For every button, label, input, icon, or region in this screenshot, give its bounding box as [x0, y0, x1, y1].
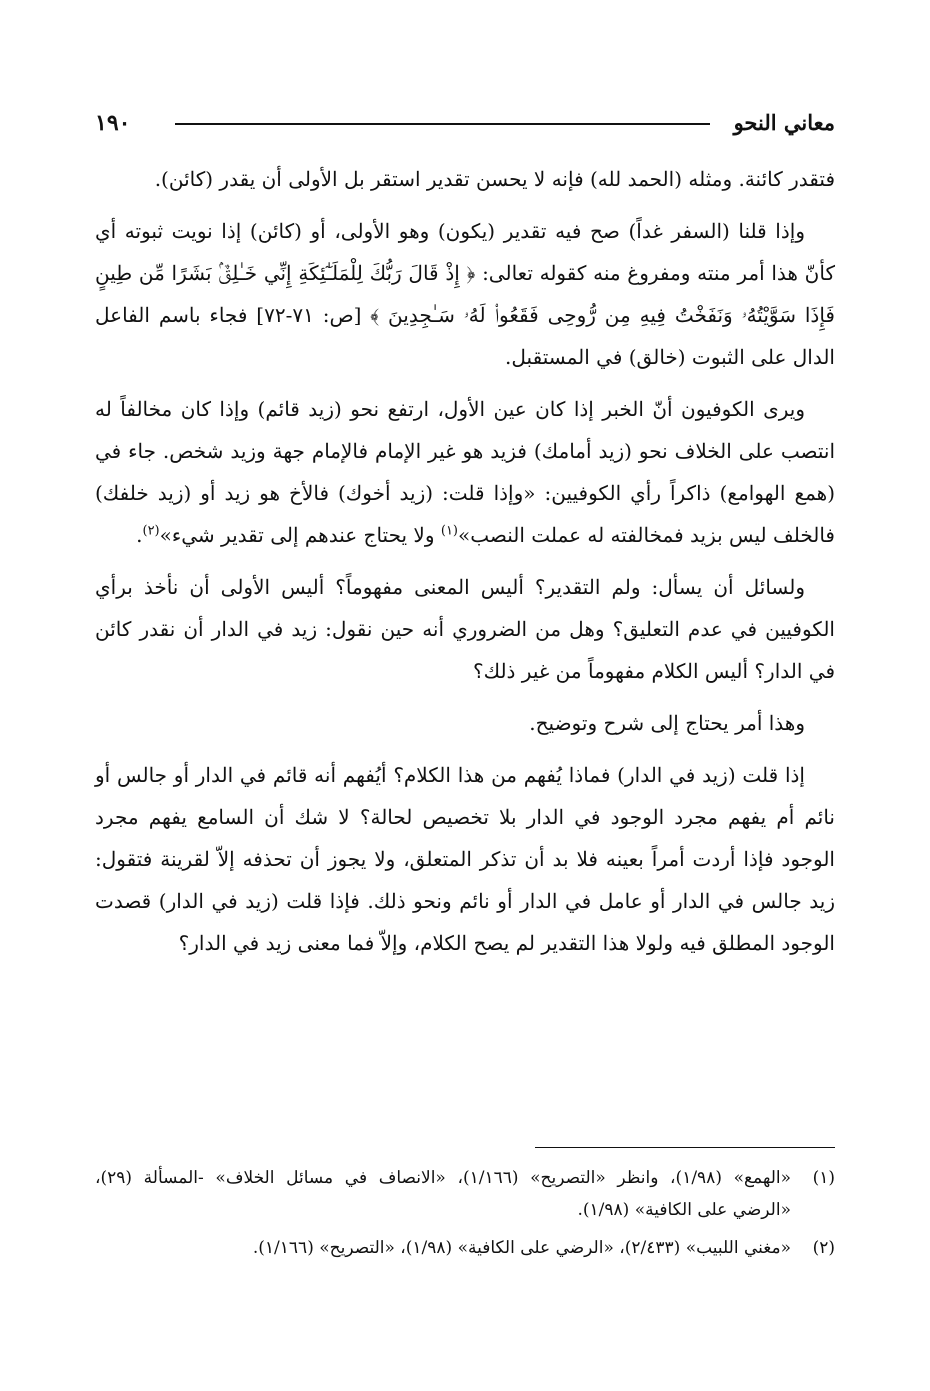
footnote-text: «الهمع» (١/٩٨)، وانظر «التصريح» (١/١٦٦)، «الانصاف في مسائل الخلاف» -المسألة (٢٩)، «الرضي على الكافية» (١/٩٨). [95, 1168, 792, 1220]
footnote-ref-1[interactable]: (١) [440, 523, 458, 539]
footnote-number: (١) [812, 1168, 835, 1188]
paragraph: وإذا قلنا (السفر غداً) صح فيه تقدير (يكون) وهو الأولى، أو (كائن) إذا نويت ثبوته أي كأنّ هذا أمر منته ومفروغ منه كقوله تعالى: ﴿ إِذْ قَالَ رَبُّكَ لِلْمَلَـٰٓئِكَةِ إِنِّي خَـٰلِقٌۢ بَشَرًا مِّن طِينٍ فَإِذَا سَوَّيْتُهُۥ وَنَفَخْتُ فِيهِ مِن رُّوحِى فَقَعُوا۟ لَهُۥ سَـٰجِدِينَ ﴾ [ص: ٧١-٧٢] فجاء باسم الفاعل الدال على الثبوت (خالق) في المستقبل. [95, 219, 835, 369]
footnote [95, 1232, 835, 1264]
footnote [95, 1162, 835, 1226]
paragraph: فتقدر كائنة. ومثله (الحمد لله) فإنه لا يحسن تقدير استقر بل الأولى أن يقدر (كائن). [154, 167, 835, 191]
footnote-ref-2[interactable]: (٢) [142, 523, 160, 539]
running-title: معاني النحو [733, 110, 835, 135]
paragraph: وهذا أمر يحتاج إلى شرح وتوضيح. [529, 711, 805, 735]
paragraph: إذا قلت (زيد في الدار) فماذا يُفهم من هذا الكلام؟ أيُفهم أنه قائم في الدار أو جالس أو نائم أم يفهم مجرد الوجود في الدار بلا تخصيص لحالة؟ لا شك أن السامع يفهم مجرد الوجود فإذا أردت أمراً بعينه فلا بد أن تذكر المتعلق، ولا يجوز أن تحذفه إلاّ لقرينة فتقول: زيد جالس في الدار أو عامل في الدار أو نائم ونحو ذلك. فإذا قلت (زيد في الدار) قصدت الوجود المطلق فيه ولولا هذا التقدير لم يصح الكلام، وإلاّ فما معنى زيد في الدار؟ [95, 763, 835, 955]
header-rule [175, 123, 710, 125]
footnote-separator [535, 1147, 835, 1148]
paragraph: ولسائل أن يسأل: ولم التقدير؟ أليس المعنى مفهوماً؟ أليس الأولى أن نأخذ برأي الكوفيين في عدم التعليق؟ وهل من الضروري أنه حين نقول: زيد في الدار أن نقدر كائن في الدار؟ أليس الكلام مفهوماً من غير ذلك؟ [95, 575, 835, 683]
page-number: ١٩٠ [95, 110, 131, 136]
page-header [95, 105, 835, 141]
paragraph: ويرى الكوفيون أنّ الخبر إذا كان عين الأول، ارتفع نحو (زيد قائم) وإذا كان مخالفاً له انتصب على الخلاف نحو (زيد أمامك) فزيد هو غير الإمام فالإمام جهة وزيد شخص. جاء في (همع الهوامع) ذاكراً رأي الكوفيين: «وإذا قلت: (زيد أخوك) فالأخ هو زيد أو (زيد خلفك) فالخلف ليس بزيد فمخالفته له عملت النصب»$^{(١)}$ ولا يحتاج عندهم إلى تقدير شيء»$^{(٢)}$. [95, 397, 835, 547]
footnote-number: (٢) [812, 1238, 835, 1258]
footnotes [95, 1162, 835, 1270]
footnote-text: «مغني اللبيب» (٢/٤٣٣)، «الرضي على الكافية» (١/٩٨)، «التصريح» (١/١٦٦). [252, 1238, 791, 1258]
paragraph-text: ويرى الكوفيون أنّ الخبر إذا كان عين الأول، ارتفع نحو (زيد قائم) وإذا كان مخالفاً له انتصب على الخلاف نحو (زيد أمامك) فزيد هو غير الإمام فالإمام جهة وزيد شخص. جاء في (همع الهوامع) ذاكراً رأي الكوفيين: «وإذا قلت: (زيد أخوك) فالأخ هو زيد أو (زيد خلفك) فالخلف ليس بزيد فمخالفته له عملت النصب» [95, 397, 835, 547]
main-text [95, 158, 835, 974]
paragraph-text: ولا يحتاج عندهم إلى تقدير شيء» [159, 523, 435, 547]
